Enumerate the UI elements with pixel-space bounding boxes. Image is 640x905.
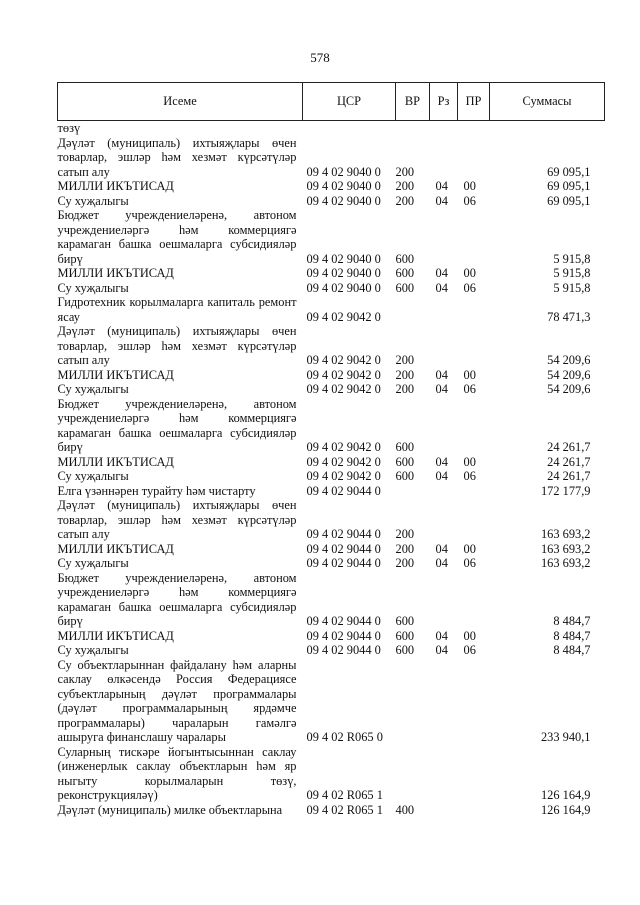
cell-vr bbox=[396, 121, 430, 136]
cell-rz bbox=[430, 295, 458, 324]
cell-csr: 09 4 02 9042 0 bbox=[306, 454, 381, 469]
cell-csr: 09 4 02 9040 0 bbox=[306, 251, 381, 266]
cell-sum: 8 484,7 bbox=[553, 614, 591, 628]
cell-name: Су хуҗалыгы bbox=[57, 280, 129, 295]
cell-vr: 200 bbox=[395, 179, 415, 193]
header-csr: ЦСР bbox=[303, 83, 396, 121]
cell-vr: 200 bbox=[395, 382, 415, 396]
cell-name: төзү bbox=[57, 121, 81, 135]
cell-pr bbox=[458, 136, 490, 180]
cell-vr: 200 bbox=[395, 164, 415, 179]
table-row bbox=[58, 179, 605, 194]
cell-vr: 600 bbox=[395, 251, 415, 266]
cell-vr: 200 bbox=[395, 541, 415, 556]
cell-name: Су хуҗалыгы bbox=[57, 382, 129, 396]
cell-sum: 54 209,6 bbox=[547, 382, 591, 396]
cell-csr: 09 4 02 9042 0 bbox=[306, 440, 381, 454]
cell-sum: 24 261,7 bbox=[547, 440, 591, 454]
cell-name: МИЛЛИ ИКЪТИСАД bbox=[57, 454, 174, 469]
budget-table-container bbox=[57, 82, 604, 817]
header-name: Исеме bbox=[58, 83, 303, 121]
cell-name: Бюджет учреждениеләренә, автоном учреждениеләргә һәм коммерциягә карамаган башка оешмаларга субсидияләр бирү bbox=[57, 570, 297, 628]
table-header bbox=[58, 83, 605, 121]
cell-name: МИЛЛИ ИКЪТИСАД bbox=[57, 179, 174, 193]
cell-sum bbox=[490, 121, 605, 136]
cell-rz bbox=[430, 121, 458, 136]
cell-vr: 600 bbox=[395, 469, 415, 483]
cell-pr: 06 bbox=[463, 193, 476, 208]
cell-rz: 04 bbox=[435, 179, 448, 193]
cell-rz bbox=[430, 397, 458, 455]
cell-sum: 163 693,2 bbox=[540, 541, 591, 556]
cell-csr: 09 4 02 9044 0 bbox=[306, 643, 381, 657]
cell-sum: 8 484,7 bbox=[553, 643, 591, 657]
cell-csr: 09 4 02 9042 0 bbox=[306, 309, 381, 324]
table-row bbox=[58, 803, 605, 818]
table-row bbox=[58, 658, 605, 745]
cell-rz: 04 bbox=[435, 280, 448, 295]
cell-csr: 09 4 02 9040 0 bbox=[306, 179, 381, 193]
cell-pr: 00 bbox=[463, 367, 476, 382]
cell-csr: 09 4 02 9040 0 bbox=[306, 193, 381, 208]
cell-vr bbox=[396, 658, 430, 745]
cell-vr bbox=[396, 484, 430, 499]
cell-name: Су хуҗалыгы bbox=[57, 469, 129, 483]
cell-rz bbox=[430, 136, 458, 180]
cell-pr bbox=[458, 498, 490, 542]
cell-vr: 600 bbox=[395, 280, 415, 295]
cell-vr: 600 bbox=[395, 454, 415, 469]
cell-pr bbox=[458, 121, 490, 136]
cell-pr: 06 bbox=[463, 643, 476, 657]
cell-name: Су объектларыннан файдалану һәм аларны саклау өлкәсендә Россия Федерациясе субъектларының дәүләт программалары (дәүләт программаларының ярдәмче программалары) чараларын гамәлгә ашыруга финанслашу чаралары bbox=[57, 657, 297, 744]
cell-rz: 04 bbox=[435, 266, 448, 280]
cell-csr: 09 4 02 9042 0 bbox=[306, 353, 381, 367]
cell-rz: 04 bbox=[435, 469, 448, 483]
cell-rz bbox=[430, 208, 458, 266]
cell-pr bbox=[458, 658, 490, 745]
cell-sum: 54 209,6 bbox=[547, 367, 591, 382]
cell-sum: 126 164,9 bbox=[540, 788, 591, 802]
table-row bbox=[58, 556, 605, 571]
table-row bbox=[58, 382, 605, 397]
header-sum: Суммасы bbox=[490, 83, 605, 121]
table-row bbox=[58, 208, 605, 266]
cell-vr: 200 bbox=[395, 193, 415, 208]
cell-csr: 09 4 02 R065 0 bbox=[306, 730, 383, 744]
table-row bbox=[58, 397, 605, 455]
cell-csr: 09 4 02 R065 1 bbox=[306, 802, 383, 817]
cell-rz bbox=[430, 571, 458, 629]
cell-rz: 04 bbox=[435, 382, 448, 396]
cell-sum: 8 484,7 bbox=[553, 628, 591, 643]
cell-pr bbox=[458, 208, 490, 266]
cell-csr: 09 4 02 9042 0 bbox=[306, 469, 381, 483]
header-rz: Рз bbox=[430, 83, 458, 121]
cell-rz: 04 bbox=[435, 541, 448, 556]
cell-rz: 04 bbox=[435, 556, 448, 570]
cell-name: Су хуҗалыгы bbox=[57, 643, 129, 657]
table-row bbox=[58, 368, 605, 383]
cell-name: Дәүләт (муниципаль) ихтыяҗлары өчен товарлар, эшләр һәм хезмәт күрсәтүләр сатып алу bbox=[57, 324, 297, 367]
table-row bbox=[58, 643, 605, 658]
cell-rz: 04 bbox=[435, 193, 448, 208]
cell-vr: 600 bbox=[395, 440, 415, 454]
budget-table bbox=[57, 82, 605, 817]
cell-name: МИЛЛИ ИКЪТИСАД bbox=[57, 266, 174, 280]
cell-vr: 200 bbox=[395, 527, 415, 541]
cell-sum: 54 209,6 bbox=[547, 353, 591, 367]
cell-name: Дәүләт (муниципаль) ихтыяҗлары өчен товарлар, эшләр һәм хезмәт күрсәтүләр сатып алу bbox=[57, 135, 297, 179]
table-row bbox=[58, 281, 605, 296]
cell-pr bbox=[458, 295, 490, 324]
cell-sum: 126 164,9 bbox=[540, 802, 591, 817]
cell-pr: 00 bbox=[463, 628, 476, 643]
cell-csr: 09 4 02 9044 0 bbox=[306, 628, 381, 643]
cell-csr: 09 4 02 9044 0 bbox=[306, 614, 381, 628]
cell-sum: 5 915,8 bbox=[553, 266, 591, 280]
cell-vr bbox=[396, 295, 430, 324]
cell-rz bbox=[430, 324, 458, 368]
cell-sum: 24 261,7 bbox=[547, 454, 591, 469]
cell-sum: 69 095,1 bbox=[547, 179, 591, 193]
cell-rz: 04 bbox=[435, 367, 448, 382]
cell-rz: 04 bbox=[435, 628, 448, 643]
cell-rz bbox=[430, 658, 458, 745]
cell-name: Бюджет учреждениеләренә, автоном учреждениеләргә һәм коммерциягә карамаган башка оешмаларга субсидияләр бирү bbox=[57, 396, 297, 454]
cell-vr: 200 bbox=[395, 367, 415, 382]
cell-sum: 5 915,8 bbox=[553, 251, 591, 266]
cell-sum: 172 177,9 bbox=[540, 483, 591, 498]
cell-csr: 09 4 02 9044 0 bbox=[306, 541, 381, 556]
cell-vr: 400 bbox=[395, 802, 415, 817]
cell-vr: 200 bbox=[395, 556, 415, 570]
cell-rz bbox=[430, 803, 458, 818]
cell-csr: 09 4 02 9042 0 bbox=[306, 367, 381, 382]
cell-name: МИЛЛИ ИКЪТИСАД bbox=[57, 367, 174, 382]
cell-rz: 04 bbox=[435, 454, 448, 469]
cell-rz bbox=[430, 498, 458, 542]
table-row bbox=[58, 136, 605, 180]
cell-csr: 09 4 02 9040 0 bbox=[306, 164, 381, 179]
cell-pr: 00 bbox=[463, 179, 476, 193]
cell-csr: 09 4 02 9040 0 bbox=[306, 280, 381, 295]
cell-pr: 00 bbox=[463, 266, 476, 280]
cell-name: Су хуҗалыгы bbox=[57, 556, 129, 570]
cell-name: Дәүләт (муниципаль) ихтыяҗлары өчен товарлар, эшләр һәм хезмәт күрсәтүләр сатып алу bbox=[57, 498, 297, 541]
table-row bbox=[58, 455, 605, 470]
cell-sum: 163 693,2 bbox=[540, 556, 591, 570]
cell-pr: 06 bbox=[463, 556, 476, 570]
cell-csr: 09 4 02 9044 0 bbox=[306, 483, 381, 498]
cell-name: Су хуҗалыгы bbox=[57, 193, 129, 208]
cell-rz bbox=[430, 484, 458, 499]
cell-vr: 600 bbox=[395, 266, 415, 280]
cell-name: Суларның тискәре йогынтысыннан саклау (инженерлык саклау объектларын һәм яр ныгыту корылмаларын төзү, реконструкцияләү) bbox=[57, 744, 297, 802]
cell-pr bbox=[458, 484, 490, 499]
cell-sum: 69 095,1 bbox=[547, 193, 591, 208]
table-row bbox=[58, 469, 605, 484]
table-row bbox=[58, 121, 605, 136]
cell-csr: 09 4 02 9040 0 bbox=[306, 266, 381, 280]
cell-pr: 06 bbox=[463, 280, 476, 295]
table-row bbox=[58, 484, 605, 499]
table-row bbox=[58, 745, 605, 803]
cell-name: Гидротехник корылмаларга капиталь ремонт ясау bbox=[57, 295, 297, 324]
table-row bbox=[58, 295, 605, 324]
cell-csr bbox=[303, 121, 396, 136]
table-row bbox=[58, 194, 605, 209]
cell-vr: 200 bbox=[395, 353, 415, 367]
cell-name: МИЛЛИ ИКЪТИСАД bbox=[57, 628, 174, 643]
cell-name: Дәүләт (муниципаль) милке объектларына bbox=[57, 802, 283, 817]
cell-sum: 233 940,1 bbox=[540, 730, 591, 744]
cell-csr: 09 4 02 R065 1 bbox=[306, 788, 383, 802]
cell-vr: 600 bbox=[395, 614, 415, 628]
cell-name: Бюджет учреждениеләренә, автоном учреждениеләргә һәм коммерциягә карамаган башка оешмаларга субсидияләр бирү bbox=[57, 208, 297, 266]
cell-rz bbox=[430, 745, 458, 803]
cell-pr: 00 bbox=[463, 541, 476, 556]
cell-csr: 09 4 02 9044 0 bbox=[306, 527, 381, 541]
cell-rz: 04 bbox=[435, 643, 448, 657]
table-row bbox=[58, 571, 605, 629]
cell-name: Елга үзәннәрен турайту һәм чистарту bbox=[57, 483, 256, 498]
cell-vr: 600 bbox=[395, 643, 415, 657]
cell-pr bbox=[458, 571, 490, 629]
cell-csr: 09 4 02 9042 0 bbox=[306, 382, 381, 396]
table-row bbox=[58, 629, 605, 644]
header-vr: ВР bbox=[396, 83, 430, 121]
header-pr: ПР bbox=[458, 83, 490, 121]
table-row bbox=[58, 266, 605, 281]
cell-pr: 06 bbox=[463, 469, 476, 483]
page-number: 578 bbox=[310, 50, 330, 65]
table-row bbox=[58, 498, 605, 542]
cell-pr: 00 bbox=[463, 454, 476, 469]
cell-pr bbox=[458, 397, 490, 455]
table-row bbox=[58, 324, 605, 368]
cell-pr: 06 bbox=[463, 382, 476, 396]
cell-name: МИЛЛИ ИКЪТИСАД bbox=[57, 541, 174, 556]
cell-vr: 600 bbox=[395, 628, 415, 643]
cell-sum: 5 915,8 bbox=[553, 280, 591, 295]
cell-vr bbox=[396, 745, 430, 803]
cell-csr: 09 4 02 9044 0 bbox=[306, 556, 381, 570]
cell-sum: 78 471,3 bbox=[547, 309, 591, 324]
cell-sum: 24 261,7 bbox=[547, 469, 591, 483]
cell-pr bbox=[458, 803, 490, 818]
cell-pr bbox=[458, 745, 490, 803]
table-body bbox=[58, 121, 605, 818]
cell-pr bbox=[458, 324, 490, 368]
cell-sum: 163 693,2 bbox=[540, 527, 591, 541]
cell-sum: 69 095,1 bbox=[547, 164, 591, 179]
table-row bbox=[58, 542, 605, 557]
